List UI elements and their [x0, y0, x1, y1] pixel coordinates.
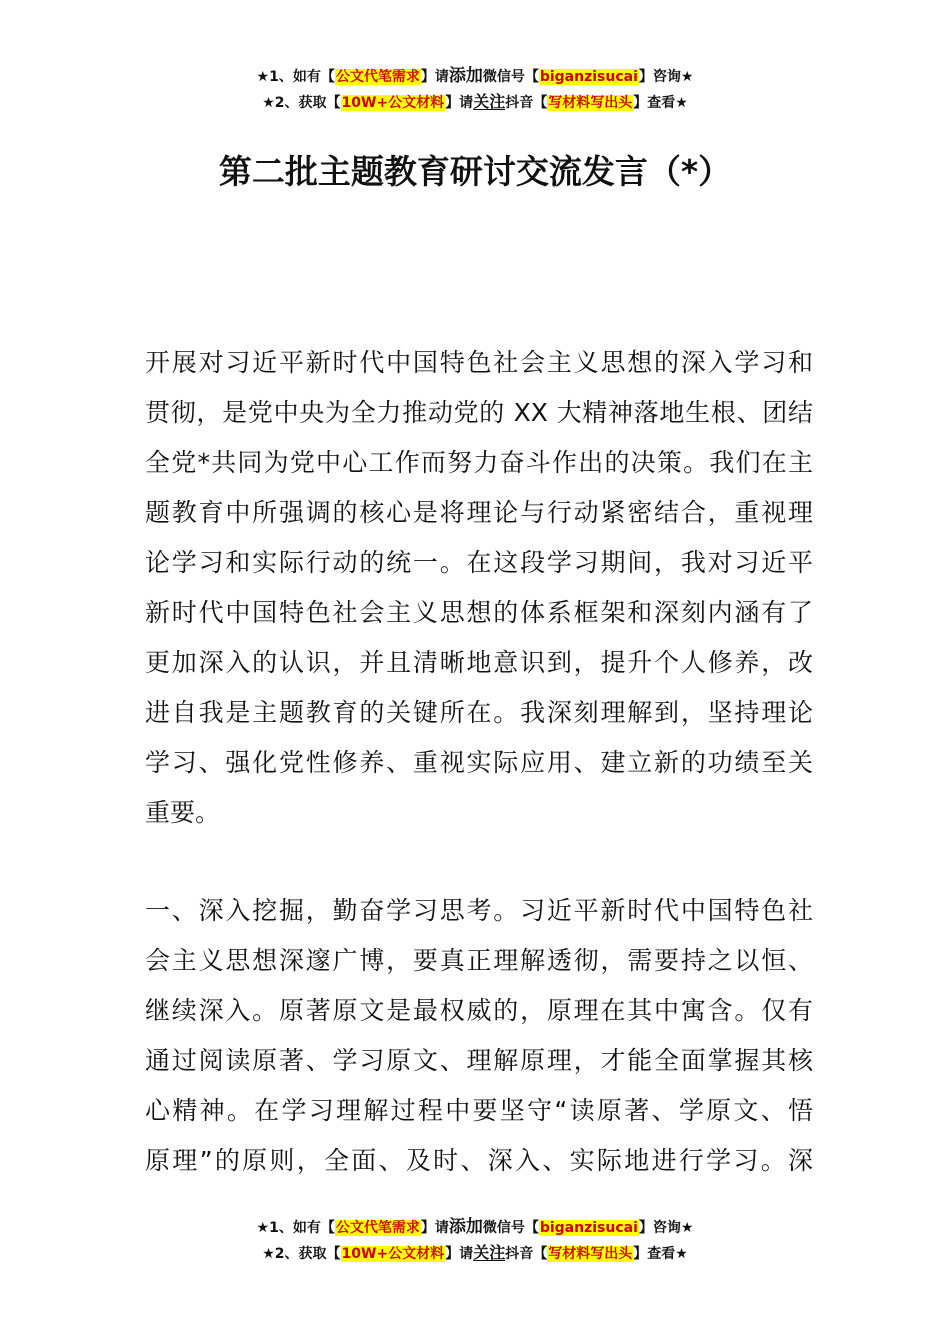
- banner-text: 】查看★: [633, 95, 688, 111]
- banner-text: ★2、获取【: [262, 1246, 341, 1262]
- text-line: 进自我是主题教育的关键所在。我深刻理解到，坚持理论: [145, 698, 813, 727]
- banner-highlight: 10W+公文材料: [341, 95, 445, 111]
- text-line: 贯彻，是党中央为全力推动党的 XX 大精神落地生根、团结: [145, 398, 813, 427]
- banner-emphasis: 关注: [473, 92, 506, 111]
- footer-banner: [0, 1215, 950, 1265]
- banner-emphasis: 关注: [473, 1243, 506, 1262]
- text-line: 新时代中国特色社会主义思想的体系框架和深刻内涵有了: [145, 598, 813, 627]
- banner-text: ★2、获取【: [262, 95, 341, 111]
- banner-emphasis: 添加: [448, 1217, 483, 1237]
- text-line: 论学习和实际行动的统一。在这段学习期间，我对习近平: [145, 548, 813, 577]
- text-line: 通过阅读原著、学习原文、理解原理，才能全面掌握其核: [145, 1046, 813, 1075]
- banner-text: 抖音【: [505, 1246, 548, 1262]
- paragraph-intro: [145, 338, 813, 838]
- header-banner: [0, 64, 950, 114]
- banner-text: 微信号【: [482, 1220, 539, 1236]
- banner-line-2: [0, 1240, 950, 1265]
- banner-line-1: [0, 64, 950, 89]
- banner-highlight: 公文代笔需求: [335, 69, 420, 85]
- douyin-id-highlight: 写材料写出头: [548, 95, 633, 111]
- banner-text: 】请: [445, 1246, 474, 1262]
- text-line: 会主义思想深邃广博，要真正理解透彻，需要持之以恒、: [145, 946, 813, 975]
- banner-line-2: [0, 89, 950, 114]
- banner-text: ★1、如有【: [256, 1220, 335, 1236]
- banner-text: 】请: [420, 69, 449, 85]
- text-line: 心精神。在学习理解过程中要坚守“读原著、学原文、悟: [145, 1096, 813, 1125]
- banner-text: 】查看★: [633, 1246, 688, 1262]
- banner-text: ★1、如有【: [256, 69, 335, 85]
- text-line: 原理”的原则，全面、及时、深入、实际地进行学习。深: [145, 1146, 813, 1175]
- text-line: 学习、强化党性修养、重视实际应用、建立新的功绩至关: [145, 748, 813, 777]
- text-line: 开展对习近平新时代中国特色社会主义思想的深入学习和: [145, 348, 813, 377]
- douyin-id-highlight: 写材料写出头: [548, 1246, 633, 1262]
- text-line: 题教育中所强调的核心是将理论与行动紧密结合，重视理: [145, 498, 813, 527]
- banner-highlight: 公文代笔需求: [335, 1220, 420, 1236]
- banner-text: 】请: [420, 1220, 449, 1236]
- wechat-id-highlight: biganzisucai: [539, 1220, 638, 1236]
- banner-text: 微信号【: [482, 69, 539, 85]
- wechat-id-highlight: biganzisucai: [539, 69, 638, 85]
- banner-text: 抖音【: [505, 95, 548, 111]
- paragraph-section-1: [145, 886, 813, 1186]
- text-line: 更加深入的认识，并且清晰地意识到，提升个人修养，改: [145, 648, 813, 677]
- banner-text: 】咨询★: [638, 69, 694, 85]
- banner-text: 】请: [445, 95, 474, 111]
- text-line: 重要。: [145, 798, 221, 827]
- text-line: 全党*共同为党中心工作而努力奋斗作出的决策。我们在主: [145, 448, 813, 477]
- text-line: 继续深入。原著原文是最权威的，原理在其中寓含。仅有: [145, 996, 813, 1025]
- text-line: 一、深入挖掘，勤奋学习思考。习近平新时代中国特色社: [145, 896, 813, 925]
- banner-highlight: 10W+公文材料: [341, 1246, 445, 1262]
- document-title: 第二批主题教育研讨交流发言（*）: [218, 152, 732, 191]
- banner-text: 】咨询★: [638, 1220, 694, 1236]
- banner-line-1: [0, 1215, 950, 1240]
- banner-emphasis: 添加: [448, 66, 483, 86]
